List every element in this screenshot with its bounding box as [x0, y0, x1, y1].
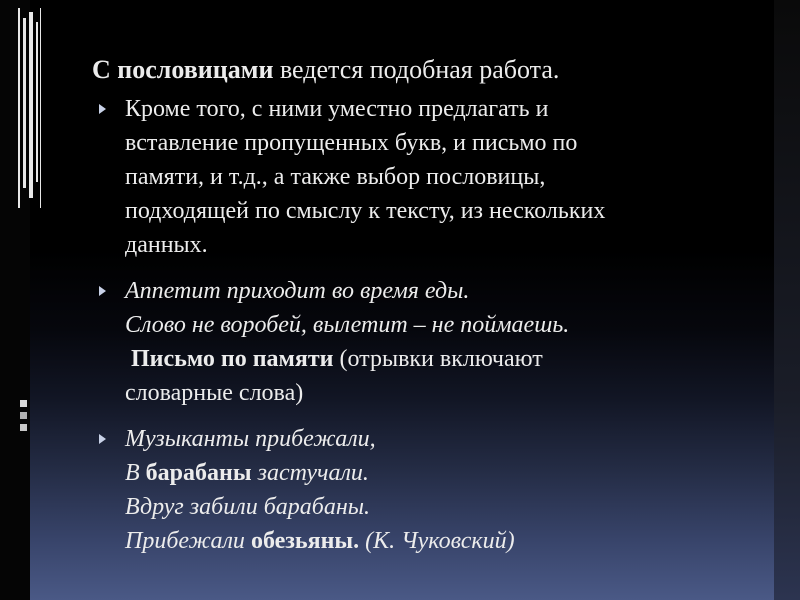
- slide-content: [92, 52, 752, 570]
- poem-line-1: Музыканты прибежали,: [125, 426, 376, 452]
- poem-line-2-bold: барабаны: [145, 460, 252, 486]
- poem-line-2: [125, 456, 752, 490]
- item-1-line: вставление пропущенных букв, и письмо по: [125, 130, 578, 156]
- bullet-item-2: [92, 274, 752, 410]
- bullet-item-1: [92, 92, 752, 262]
- poem-line-2-pre: В: [125, 460, 146, 486]
- memory-writing-line-2: словарные слова): [125, 380, 304, 406]
- memory-writing-line: [125, 342, 752, 376]
- item-1-line: Кроме того, с ними уместно предлагать и: [125, 96, 549, 122]
- proverb-1: Аппетит приходит во время еды.: [125, 278, 470, 304]
- poem-line-4-bold: обезьяны.: [250, 528, 360, 554]
- bullet-arrow-icon: [99, 434, 106, 444]
- proverb-2: Слово не воробей, вылетит – не поймаешь.: [125, 312, 570, 338]
- poem-line-4: [125, 524, 752, 558]
- item-1-line: подходящей по смыслу к тексту, из нескольких: [125, 198, 606, 224]
- poem-line-4-post: (К. Чуковский): [359, 528, 515, 554]
- poem-line-3: Вдруг забили барабаны.: [125, 494, 370, 520]
- heading-rest: ведется подобная работа.: [273, 55, 560, 84]
- item-1-line: памяти, и т.д., а также выбор пословицы,: [125, 164, 546, 190]
- memory-writing-rest: (отрывки включают: [333, 346, 543, 372]
- memory-writing-bold: Письмо по памяти: [131, 346, 334, 372]
- heading-bold: С пословицами: [92, 55, 274, 84]
- poem-line-2-post: застучали.: [251, 460, 369, 486]
- decorative-squares: [20, 400, 30, 436]
- bullet-arrow-icon: [99, 104, 106, 114]
- bullet-item-3: [92, 422, 752, 558]
- poem-line-4-pre: Прибежали: [125, 528, 251, 554]
- item-1-line: данных.: [125, 232, 208, 258]
- decorative-stripes: [18, 8, 42, 208]
- slide-heading: [92, 52, 752, 88]
- bullet-arrow-icon: [99, 286, 106, 296]
- slide-right-edge: [774, 0, 800, 600]
